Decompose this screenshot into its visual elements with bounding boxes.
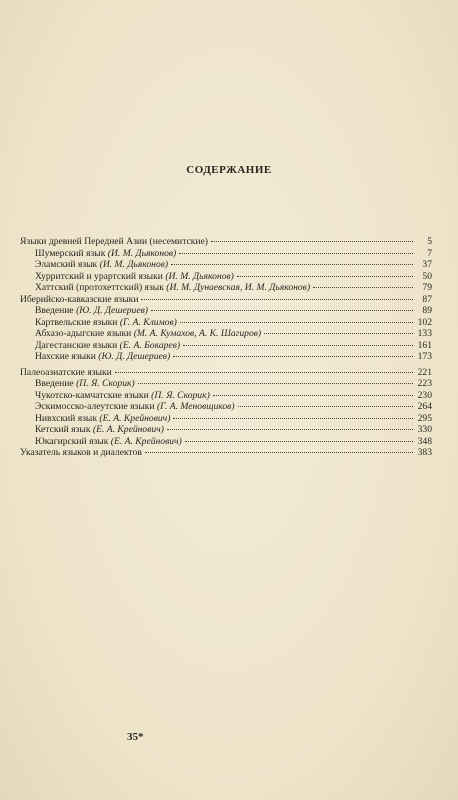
toc-entry-title: Кетский язык (Е. А. Крейнович) [35,424,164,435]
toc-entry-title: Хурритский и урартский языки (И. М. Дьяконов) [35,270,234,282]
dot-leader [238,406,413,407]
toc-entry-title: Шумерский язык (И. М. Дьяконов) [35,247,177,259]
toc-page-number: 102 [417,316,432,328]
dot-leader [173,418,413,419]
toc-entry-title: Дагестанские языки (Е. А. Бокарев) [35,339,181,351]
toc-entry-author: (Е. А. Крейнович) [110,435,182,447]
toc-entry-title: Языки древней Передней Азии (несемитские) [20,236,209,247]
toc-page-number: 221 [417,366,432,378]
toc-entry-author: (Е. А. Крейнович) [99,412,171,424]
toc-page-number: 330 [417,424,432,435]
toc-entry-title: Введение (Ю. Д. Дешериев) [35,305,148,316]
toc-entry-author: (И. М. Дьяконов) [107,247,177,259]
toc-page-number: 5 [427,236,432,247]
toc-page-number: 173 [417,351,432,362]
dot-leader [237,276,413,277]
toc-page-number: 89 [422,305,432,316]
toc-entry-author: (Е. А. Крейнович) [92,424,164,435]
toc-entry [20,294,432,306]
dot-leader [213,395,413,396]
toc-entry-title: Нивхский язык (Е. А. Крейнович) [35,412,171,424]
toc-entry [20,271,432,283]
toc-entry-author: (Г. А. Меновщиков) [156,401,235,412]
dot-leader [179,253,413,254]
toc-entry-title: Эламский язык (И. М. Дьяконов) [35,259,169,270]
toc-entry [20,282,432,294]
toc-entry-title: Иберийско-кавказские языки [20,293,139,305]
toc-page-number: 50 [422,270,432,282]
toc-entry-author: (Е. А. Бокарев) [119,339,181,351]
toc-entry [20,378,432,390]
dot-leader [211,241,413,242]
dot-leader [145,452,413,453]
toc-page-number: 161 [417,339,432,351]
printer-signature-mark: 35* [127,731,144,743]
dot-leader [264,333,413,334]
toc-page-number: 37 [422,259,432,270]
dot-leader [171,264,413,265]
toc-entry [20,424,432,436]
toc-entry-author: (П. Я. Скорик) [76,378,135,389]
toc-entry [20,305,432,317]
toc-entry [20,413,432,425]
toc-page-number: 223 [417,378,432,389]
dot-leader [313,287,413,288]
toc-entry [20,248,432,260]
toc-page-number: 87 [422,293,432,305]
toc-entry-author: (Г. А. Климов) [119,316,177,328]
toc-entry [20,447,432,459]
toc-entry-author: (Ю. Д. Дешериев) [76,305,148,316]
toc-page-number: 348 [417,435,432,447]
toc-entry-title: Картвельские языки (Г. А. Климов) [35,316,177,328]
toc-entry-author: (Ю. Д. Дешериев) [98,351,171,362]
toc-entry [20,259,432,271]
toc-entry-author: (И. М. Дьяконов) [165,270,234,282]
toc-entry [20,340,432,352]
toc-page-number: 295 [417,412,432,424]
toc-entry-title: Хаттский (протохеттский) язык (И. М. Дунаевская, И. М. Дьяконов) [35,282,311,293]
toc-entry-author: (П. Я. Скорик) [151,389,210,401]
toc-entry-author: (И. М. Дьяконов) [99,259,169,270]
table-of-contents [20,236,432,459]
toc-page-number: 230 [417,389,432,401]
toc-entry [20,351,432,363]
dot-leader [185,441,413,442]
dot-leader [151,310,413,311]
dot-leader [183,345,413,346]
toc-entry-title: Нахские языки (Ю. Д. Дешериев) [35,351,171,362]
dot-leader [167,429,413,430]
dot-leader [138,383,413,384]
toc-entry-title: Эскимосско-алеутские языки (Г. А. Меновщиков) [35,401,235,412]
toc-entry [20,401,432,413]
dot-leader [115,372,413,373]
page-title: СОДЕРЖАНИЕ [186,164,272,176]
dot-leader [141,299,413,300]
toc-entry [20,328,432,340]
toc-entry [20,390,432,402]
toc-entry-title: Палеоазиатские языки [20,366,112,378]
toc-page-number: 7 [427,247,432,259]
toc-page-number: 133 [417,328,432,339]
toc-entry-title: Указатель языков и диалектов [20,447,142,458]
toc-entry-title: Абхазо-адыгские языки (М. А. Кумахов, А. К. Шагиров) [35,328,262,339]
toc-entry-title: Чукотско-камчатские языки (П. Я. Скорик) [35,389,210,401]
dot-leader [173,356,413,357]
toc-page-number: 79 [422,282,432,293]
toc-entry [20,236,432,248]
toc-entry [20,367,432,379]
toc-entry-author: (И. М. Дунаевская, И. М. Дьяконов) [166,282,311,293]
toc-entry-author: (М. А. Кумахов, А. К. Шагиров) [133,328,262,339]
toc-entry [20,436,432,448]
toc-page-number: 383 [417,447,432,458]
toc-entry-title: Юкагирский язык (Е. А. Крейнович) [35,435,182,447]
toc-page-number: 264 [417,401,432,412]
toc-entry [20,317,432,329]
toc-entry-title: Введение (П. Я. Скорик) [35,378,135,389]
dot-leader [180,322,413,323]
